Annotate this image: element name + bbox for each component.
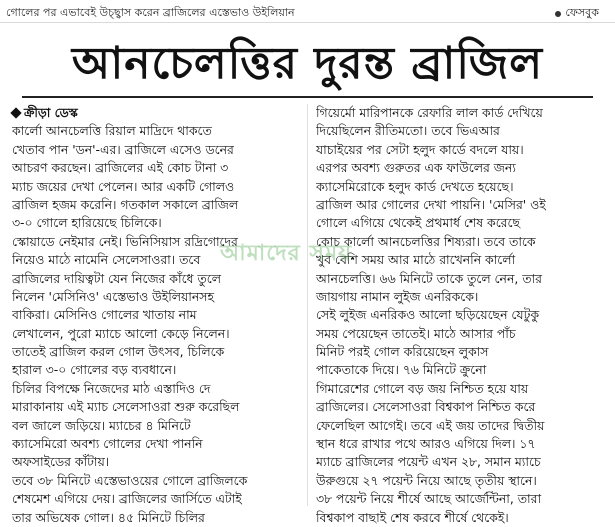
article-line: অফসাইডের কাঁটায়।	[12, 454, 110, 470]
article-line: জায়গায় নামান লুইজ এনরিককে।	[316, 288, 479, 304]
article-line: শেষমেশ এগিয়ে দেয়। ব্রাজিলের জার্সিতে এটাই	[12, 491, 242, 507]
article-line: স্থান ধরে রাখার পথে আরও এগিয়ে দিল। ১৭	[316, 436, 536, 452]
article-line: তাতেই ব্রাজিল করল গোল উৎসব, চিলিকে	[12, 344, 225, 360]
right-column-text	[316, 104, 608, 527]
article-line: গোলে এগিয়ে থেকেই প্রথমার্ধ শেষ করেছে	[316, 215, 520, 231]
article-line: ব্রাজিলের দায়িত্বটা যেন নিজের কাঁধে তুলে	[12, 270, 221, 286]
article-line: খুব বেশি সময় আর মাঠে রাখেননি কার্লো	[316, 252, 516, 268]
headline-divider	[22, 96, 593, 98]
article-line: বল জালে জড়িয়ে। ম্যাচের ৪ মিনিটে	[12, 417, 191, 433]
left-column-text	[12, 122, 304, 527]
article-line: বিশ্বকাপ বাছাই শেষ করবে শীর্ষে থেকেই।	[316, 509, 509, 525]
article-line: বাকিরা। মেসিনিও গোলের খাতায় নাম	[12, 307, 197, 323]
diamond-bullet-icon	[10, 108, 21, 119]
article-line: তার অভিষেক গোল। ৪৫ মিনিটে চিলির	[12, 509, 205, 525]
article-line: লেখালেন, পুরো ম্যাচে আলো কেড়ে নিলেন।	[12, 325, 230, 341]
article-line: আচরণ করছেন। ব্রাজিলের এই কোচ টানা ৩	[12, 160, 229, 176]
article-line: স্কোয়াডে নেইমার নেই। ভিনিসিয়াস রদ্রিগোদের	[12, 233, 238, 249]
article-line: ব্রাজিলের। সেলেসাওরা বিশ্বকাপ নিশ্চিত করে	[316, 399, 536, 415]
article-line: ফেলেছিল আগেই। তবে এই জয় তাদের দ্বিতীয়	[316, 417, 545, 433]
article-line: ব্রাজিল আর গোলের দেখা পায়নি। 'মেসির' ওই	[316, 196, 546, 212]
photo-credit-label: ফেসবুক	[565, 6, 599, 19]
article-line: মিনিট পরই গোল করিয়েছেন লুকাস	[316, 344, 489, 360]
article-line: গিমারেশের গোলে বড় জয় নিশ্চিত হয়ে যায়	[316, 380, 529, 396]
article-line: কোচ কার্লো আনচেলত্তির শিষ্যরা। তবে তাকে	[316, 233, 536, 249]
watermark-logo: আমাদের সময়	[220, 241, 353, 266]
article-line: হারাল ৩-০ গোলের বড় ব্যবধানে।	[12, 362, 177, 378]
article-line: দিয়েছিলেন রীতিমতো। তবে ভিএআর	[316, 123, 500, 139]
article-line: ম্যাচে ব্রাজিলের পয়েন্ট এখন ২৮, সমান ম্যাচে	[316, 454, 541, 470]
article-line: পাকেতাকে দিয়ে। ৭৬ মিনিটে ক্রুনো	[316, 362, 487, 378]
article-column-left	[12, 104, 304, 527]
byline-text: ক্রীড়া ডেস্ক	[24, 105, 78, 120]
byline	[12, 104, 304, 122]
photo-caption-bar	[0, 0, 615, 23]
article-line: ক্যাসেমিরো অবশ্য গোলের দেখা পাননি	[12, 436, 203, 452]
photo-caption: গোলের পর এভাবেই উচ্ছ্বাস করেন ব্রাজিলের এস্তেভাও উইলিয়ান	[6, 6, 295, 19]
photo-credit	[555, 4, 599, 23]
article-line: মারাকানায় এই ম্যাচ সেলেসাওরা শুরু করেছিল	[12, 399, 240, 415]
bullet-icon	[555, 11, 561, 17]
article-line: তবে ৩৮ মিনিটে এস্তেভাওয়ের গোলে ব্রাজিলকে	[12, 472, 248, 488]
article-line: গিয়ের্মো মারিপানকে রেফারি লাল কার্ড দেখিয়ে	[316, 105, 543, 120]
column-divider	[307, 104, 308, 506]
article-line: নিলেন 'মেসিনিও' এস্তেভাও উইলিয়ানসহ	[12, 288, 214, 304]
article-line: এরপর অবশ্য গুরুতর এক ফাউলের জন্য	[316, 160, 516, 176]
article-line: ক্যাসেমিরোকে হলুদ কার্ড দেখতে হয়েছে।	[316, 178, 514, 194]
article-line: নিয়েও মাঠে নামেনি সেলেসাওরা। তবে	[12, 252, 201, 268]
article-line: ম্যাচ জয়ের দেখা পেলেন। আর একটি গোলও	[12, 178, 235, 194]
article-line: যাচাইয়ের পর সেটা হলুদ কার্ডে বদলে যায়।	[316, 141, 524, 157]
article-line: ব্রাজিল হজম করেনি। গতকাল সকালে ব্রাজিল	[12, 196, 239, 212]
article-line: ৩৮ পয়েন্ট নিয়ে শীর্ষে আছে আর্জেন্টিনা, তারা	[316, 491, 542, 507]
article-line: কার্লো আনচেলত্তি রিয়াল মাদ্রিদে থাকতে	[12, 123, 212, 139]
article-line: উরুগুয়ে ২৭ পয়েন্ট নিয়ে আছে তৃতীয় স্থানে।	[316, 472, 537, 488]
article-line: আনচেলত্তি। ৬৬ মিনিটে তাকে তুলে নেন, তার	[316, 270, 542, 286]
headline: আনচেলত্তির দুরন্ত ব্রাজিল	[71, 38, 544, 89]
article-line: চিলির বিপক্ষে নিজেদের মাঠ এস্তাদিও দে	[12, 380, 211, 396]
article-line: খেতাব পান 'ডন'-এর। ব্রাজিলে এসেও ডনের	[12, 141, 234, 157]
article-line: ৩-০ গোলে হারিয়েছে চিলিকে।	[12, 215, 162, 231]
article-column-right	[316, 104, 608, 527]
article-line: সেই লুইজ এনরিকও আলো ছড়িয়েছেন যেটুকু	[316, 307, 539, 323]
article-line: সময় পেয়েছেন তাতেই। মাঠে আসার পাঁচ	[316, 325, 516, 341]
